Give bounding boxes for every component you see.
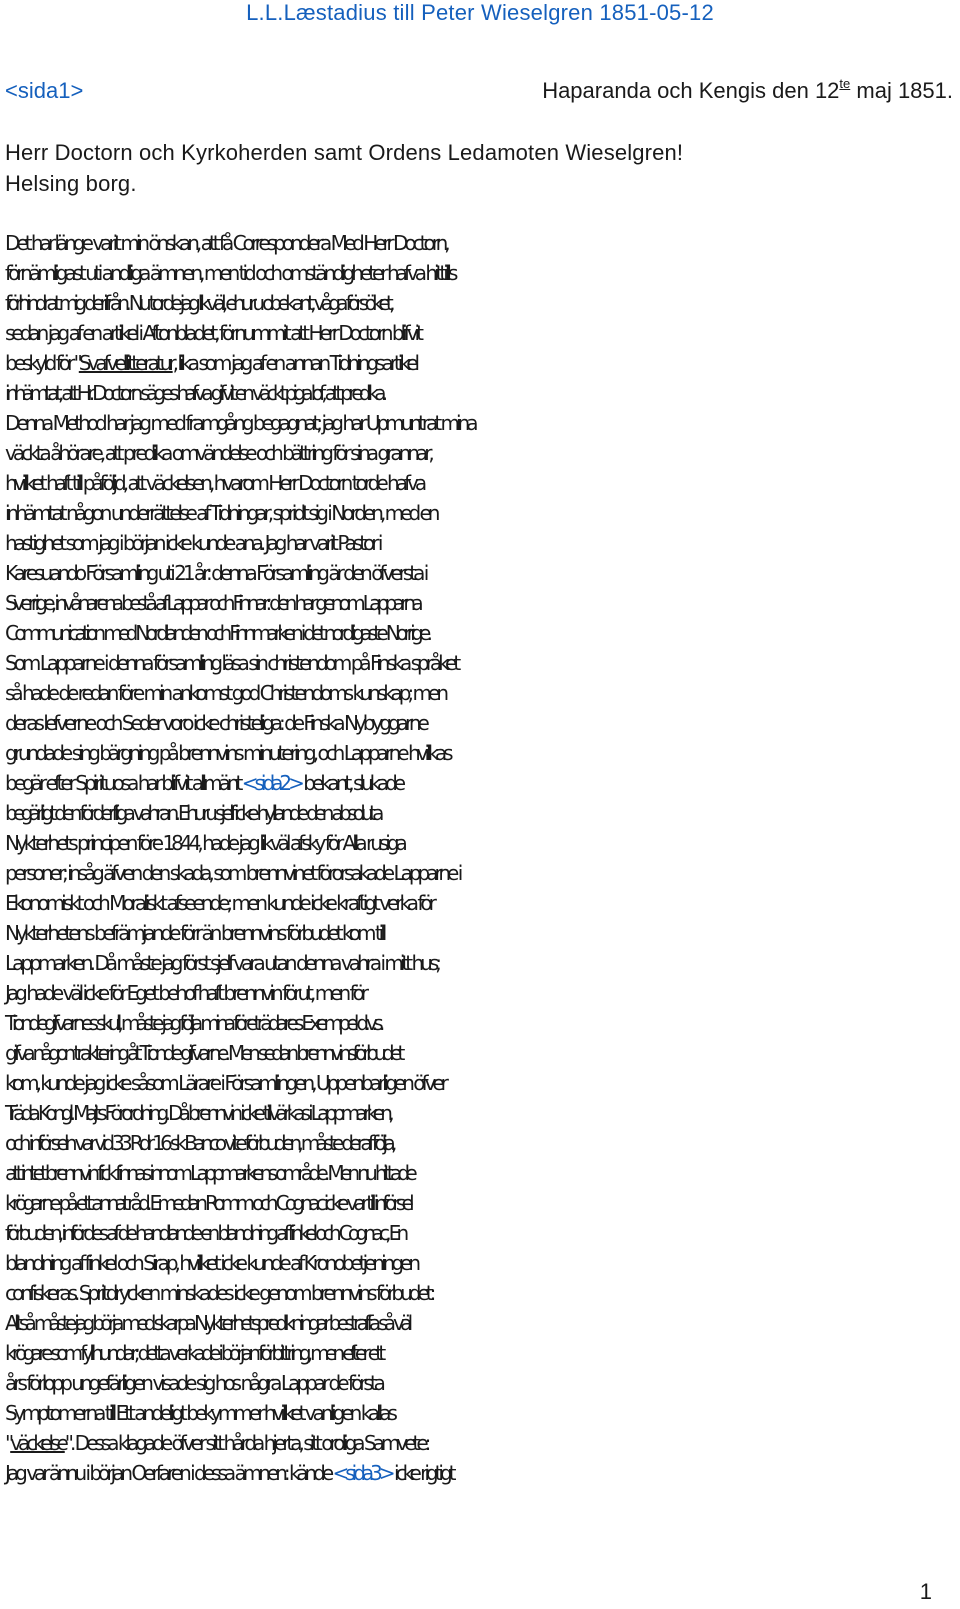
body-line: Det har länge varit min önskan, att få Correspondera Med Herr Doctorn, — [5, 231, 447, 255]
body-text-fragment: Jag var ännu i början Oerfaren i dessa ämnen: kände — [5, 1461, 333, 1485]
body-line: Nykterhetens befrämjande förr än brennvins förbudet kom till — [5, 921, 384, 945]
body-line: Som Lapparne i denna församling läsa sin christendom på Finska språket — [5, 651, 458, 675]
body-line: Ekonomiskt och Moraliskt afseende; men kunde icke kraftigt verka för — [5, 891, 433, 915]
page-number: 1 — [919, 1579, 932, 1604]
body-line: Karesuando Församling uti 21 år: denna Församling är den öfversta i — [5, 561, 426, 585]
dateline — [542, 74, 953, 108]
underlined-term: Svafvellitteratur — [78, 351, 173, 375]
body-line: inhämtat någon underrättelse af Tidningar, spridt sig i Norden, med en — [5, 501, 437, 525]
body-text-fragment: , lika som jag af en annan Tidningsartikel — [172, 351, 417, 375]
body-line: så hade de redan före min ankomst god Christendoms kunskap; men — [5, 681, 446, 705]
body-line: Symptomerna till Ett andeligt bekymmer hvilket vanligen kallas — [5, 1401, 394, 1425]
page-marker: <sida3> — [332, 1461, 392, 1485]
body-line: Jag hade väl icke för Eget behof haft brennvin förut, men för — [5, 981, 366, 1005]
body-line: krögarne på ett annat råd. Emedan Romm och Cognac icke var till införsel — [5, 1191, 411, 1215]
body-line — [5, 1428, 960, 1458]
document-title: L.L.Læstadius till Peter Wieselgren 1851-05-12 — [246, 0, 714, 25]
body-line: hastighet som jag i början icke kunde ana. Jag har varit Pastor i — [5, 531, 380, 555]
body-line: hvilket haft till påföljd, att väckelsen, hvarom Herr Doctorn torde hafva — [5, 471, 424, 495]
body-line: Denna Method har jag med framgång begagnat; jag har Upmuntrat mina — [5, 411, 475, 435]
body-line — [5, 1458, 960, 1488]
body-line: Tiondegifvarnes skull, måste jag följa mina företrädares Exempel d.v.s. — [5, 1011, 381, 1035]
dateline-tail: maj 1851. — [850, 78, 953, 103]
body-text-fragment: ". Dessa klagade öfver sitt hårda hjerta, sitt oroliga Samvete: — [64, 1431, 428, 1455]
body-text-fragment: icke rigtigt — [391, 1461, 453, 1485]
body-line — [5, 768, 960, 798]
body-line: grundade sing bärgning på brennvins minutering, och Lapparne hvilkas — [5, 741, 450, 765]
salutation — [5, 137, 953, 199]
body-text-fragment: bekant, slukade — [300, 771, 403, 795]
body-text-fragment: begär efter Spirituosa har blifvit allmänt — [5, 771, 242, 795]
body-line: gifva någon traktering åt Tionde gifvarne. Men sedan brennvinsförbudet — [5, 1041, 401, 1065]
body-line: deras lefverne och Seder voro icke christeliga: de Finska Nybyggarne — [5, 711, 426, 735]
body-text-fragment: beskyld för " — [5, 351, 79, 375]
dateline-superscript: te — [839, 76, 851, 91]
body-line: Alltså måste jag börja med skarpa Nykterhetspredikningar bestraffa så väl — [5, 1311, 409, 1335]
body-line: förbuden, infördes af de handlande en blandning af finkel och Cognac, En — [5, 1221, 405, 1245]
body-line: Communication med Nordlanden och Finnmarken i det nordligaste Norrige. — [5, 621, 429, 645]
salutation-line: Herr Doctorn och Kyrkoherden samt Ordens Ledamoten Wieselgren! — [5, 140, 684, 165]
salutation-line: Helsing borg. — [5, 171, 137, 196]
body-line: kom, kunde jag icke såsom Lärare i Församlingen, Uppenbarligen öfver — [5, 1071, 445, 1095]
body-line: förnämligast uti andliga ämnen, men tid och omständigheter hafva hittills — [5, 261, 455, 285]
body-line: väckta åhörare, att predika omvändelse och bättring för sina grannar, — [5, 441, 431, 465]
underlined-term: väckelse — [10, 1431, 65, 1455]
body-line — [5, 348, 960, 378]
page-marker: <sida2> — [241, 771, 301, 795]
letter-heading — [5, 74, 953, 108]
body-line: Träda Kongl. Majts Förordning. Då brennvin icke tillvärkas i Lappmarken, — [5, 1101, 390, 1125]
body-line: inhämtat, att Hr. Doctorn säges hafva gifvit en väckt piga lof, att predika. — [5, 381, 384, 405]
dateline-text: Haparanda och Kengis den 12 — [542, 78, 840, 103]
body-line: Lappmarken. Då måste jag först sjelf vara utan denna vahra i mitt hus; — [5, 951, 439, 975]
body-line: års förlopp ungefärligen visade sig hos några Lappar de första — [5, 1371, 382, 1395]
letter-body — [5, 228, 960, 1488]
body-line: Nykterhets principen före 1844, hade jag likväl afsky för Alla rusiga — [5, 831, 404, 855]
body-line: begärligt den förderfliga vahran. Ehuru sjelf icke hyllande den absoluta — [5, 801, 380, 825]
body-line: förhindrat mig derifrån. Nu torde jag likväl, ehuru obekant, våga försöket, — [5, 291, 391, 315]
body-line: blandning af finkel och Sirap, hvilket icke kunde af Kronobetjeningen — [5, 1251, 418, 1275]
body-text-fragment: " — [5, 1431, 11, 1455]
body-line: och införseln var vid 33 Rdr 16 sk Banco vite förbuden, måste deraf följa, — [5, 1131, 393, 1155]
page-marker: <sida1> — [5, 78, 84, 103]
body-line: confiskeras. Spritdrycken minskades icke genom brennvins förbudet: — [5, 1281, 433, 1305]
body-line: krögare som fyllhundar; detta verkade i början förbittring, men efter ett — [5, 1341, 382, 1365]
body-line: sedan jag af en artikel i Aftonbladet, förnummit att Herr Doctorn blifvit — [5, 321, 420, 345]
body-line: personer; insåg äfven den skada, som brennvinet förorsakade Lapparne i — [5, 861, 460, 885]
body-line: att intet brennvin fick finnas innom Lappmarkens område. Men nu hittade — [5, 1161, 413, 1185]
body-line: Sverrige, invånarena bestå af Lappar och Finnar: den har genom Lapparna — [5, 591, 419, 615]
